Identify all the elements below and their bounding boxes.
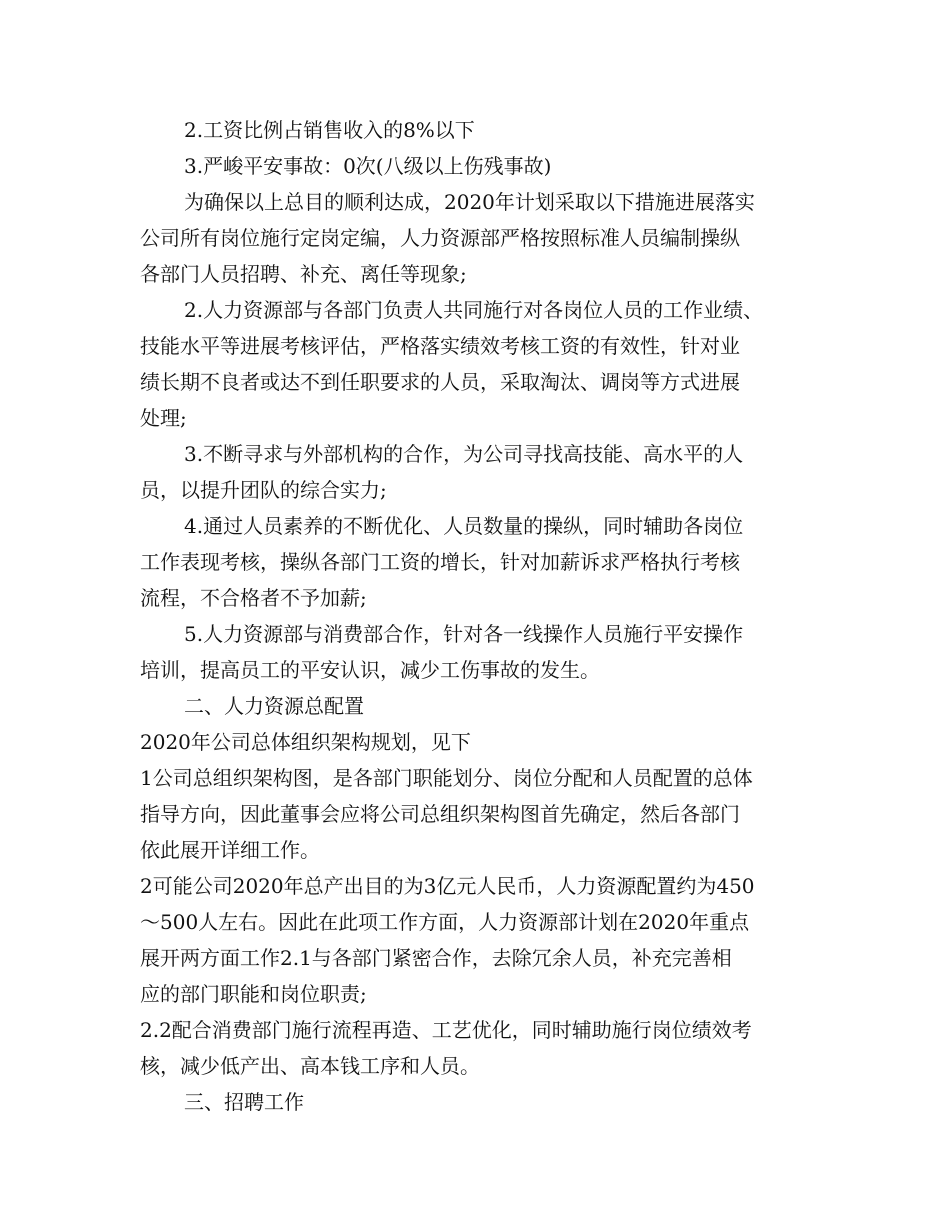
text-line-12: 4.通过人员素养的不断优化、人员数量的操纵，同时辅助各岗位 — [184, 514, 744, 538]
text-line-11: 员，以提升团队的综合实力; — [140, 478, 387, 502]
text-line-13: 工作表现考核，操纵各部门工资的增长，针对加薪诉求严格执行考核 — [140, 550, 740, 574]
text-line-8: 绩长期不良者或达不到任职要求的人员，采取淘汰、调岗等方式进展 — [140, 370, 740, 394]
text-line-26: 2.2配合消费部门施行流程再造、工艺优化，同时辅助施行岗位绩效考 — [140, 1018, 752, 1042]
text-line-6: 2.人力资源部与各部门负责人共同施行对各岗位人员的工作业绩、 — [184, 298, 764, 322]
section-heading-3: 三、招聘工作 — [184, 1090, 304, 1114]
text-line-14: 流程，不合格者不予加薪; — [140, 586, 367, 610]
section-heading-2: 二、人力资源总配置 — [184, 694, 364, 718]
text-line-20: 指导方向，因此董事会应将公司总组织架构图首先确定，然后各部门 — [140, 802, 740, 826]
text-line-23: ～500人左右。因此在此项工作方面，人力资源部计划在2020年重点 — [140, 910, 750, 934]
text-line-15: 5.人力资源部与消费部合作，针对各一线操作人员施行平安操作 — [184, 622, 744, 646]
text-line-27: 核，减少低产出、高本钱工序和人员。 — [140, 1054, 480, 1078]
text-line-18: 2020年公司总体组织架构规划，见下 — [140, 730, 471, 754]
text-line-21: 依此展开详细工作。 — [140, 838, 320, 862]
text-line-9: 处理; — [140, 406, 187, 430]
text-line-24: 展开两方面工作2.1与各部门紧密合作，去除冗余人员，补充完善相 — [140, 946, 732, 970]
text-line-19: 1公司总组织架构图，是各部门职能划分、岗位分配和人员配置的总体 — [140, 766, 753, 790]
text-line-10: 3.不断寻求与外部机构的合作，为公司寻找高技能、高水平的人 — [184, 442, 744, 466]
text-line-4: 公司所有岗位施行定岗定编，人力资源部严格按照标准人员编制操纵 — [140, 226, 740, 250]
text-line-7: 技能水平等进展考核评估，严格落实绩效考核工资的有效性，针对业 — [140, 334, 740, 358]
text-line-3: 为确保以上总目的顺利达成，2020年计划采取以下措施进展落实 — [184, 190, 755, 214]
text-line-5: 各部门人员招聘、补充、离任等现象; — [140, 262, 467, 286]
text-line-1: 2.工资比例占销售收入的8%以下 — [184, 118, 475, 142]
document-page — [140, 112, 815, 1120]
text-line-16: 培训，提高员工的平安认识，减少工伤事故的发生。 — [140, 658, 600, 682]
text-line-2: 3.严峻平安事故：0次(八级以上伤残事故) — [184, 154, 552, 178]
text-line-25: 应的部门职能和岗位职责; — [140, 982, 367, 1006]
text-line-22: 2可能公司2020年总产出目的为3亿元人民币，人力资源配置约为450 — [140, 874, 755, 898]
